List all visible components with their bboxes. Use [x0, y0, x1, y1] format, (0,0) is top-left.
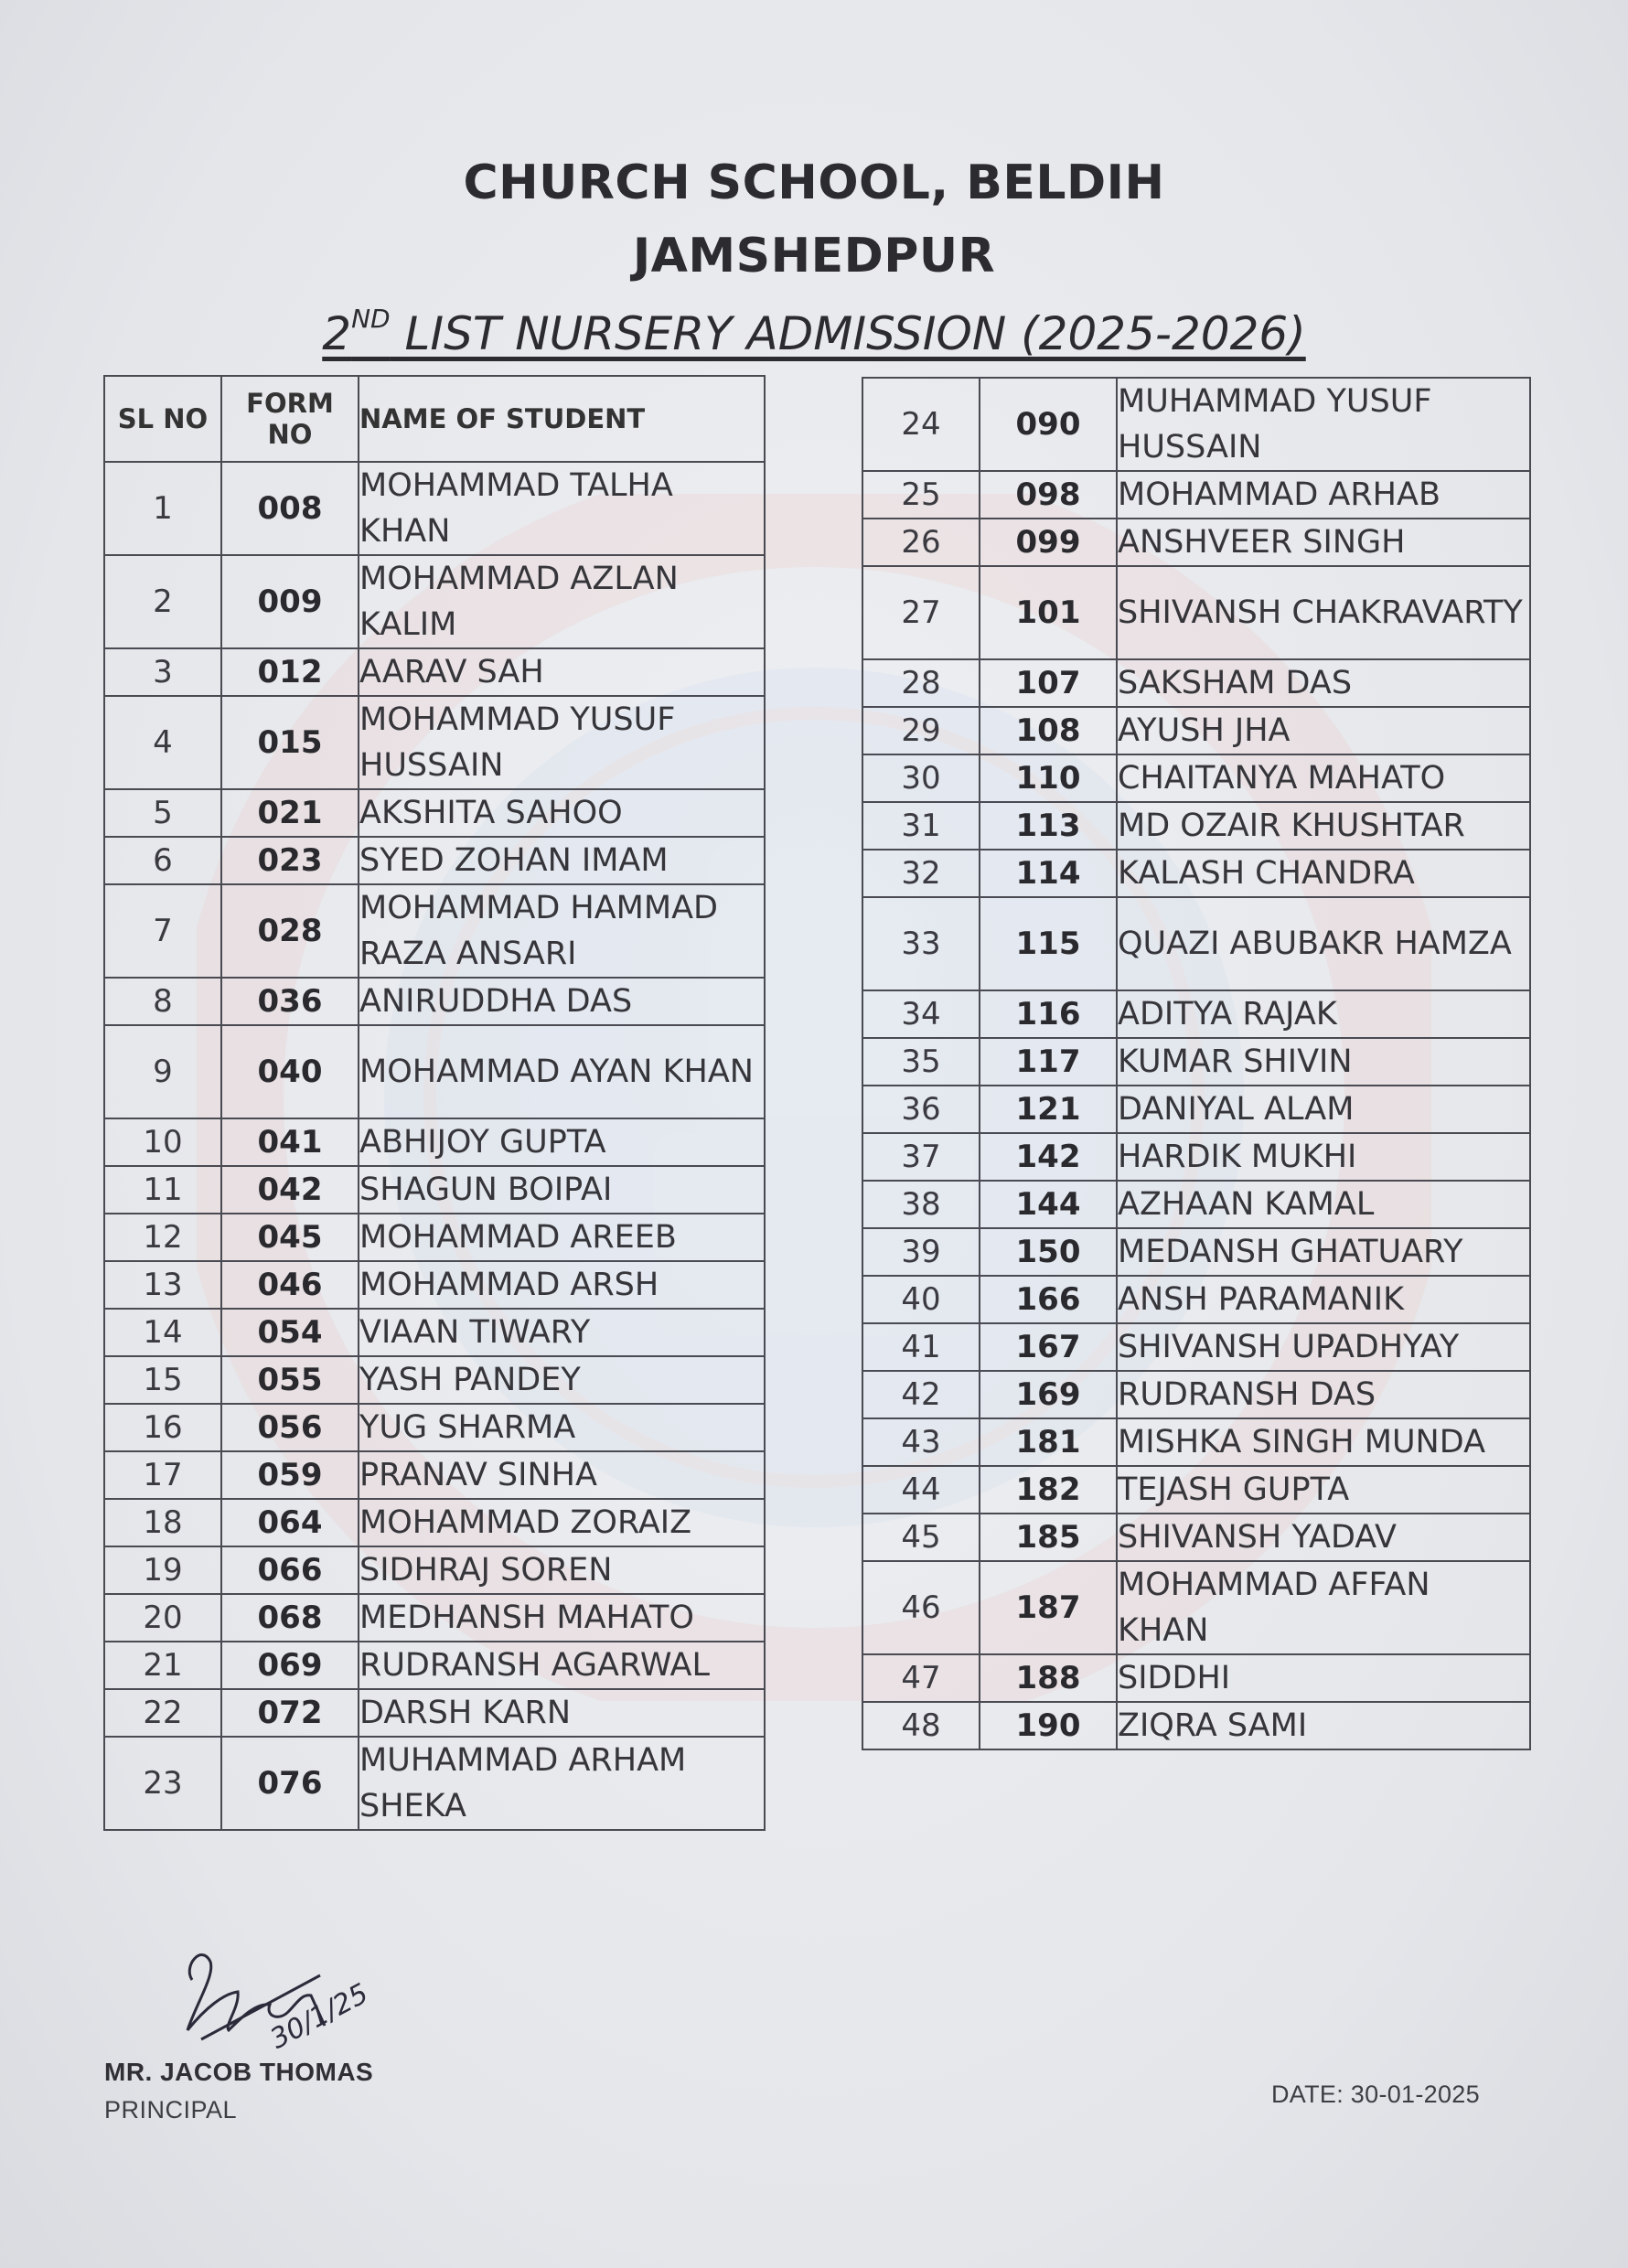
form-no-cell: 188 [980, 1654, 1117, 1702]
sl-no-cell: 4 [104, 696, 221, 789]
table-row [104, 1594, 765, 1642]
header-no-label: NO [267, 419, 313, 450]
sl-no-cell: 10 [104, 1118, 221, 1166]
student-name-cell: SHIVANSH UPADHYAY [1117, 1323, 1530, 1371]
form-no-cell: 028 [221, 884, 359, 978]
table-row [104, 1356, 765, 1404]
sl-no-cell: 21 [104, 1642, 221, 1689]
table-row [862, 1654, 1530, 1702]
table-row [104, 1025, 765, 1118]
sl-no-cell: 18 [104, 1499, 221, 1546]
table-row [862, 1228, 1530, 1276]
table-row [862, 754, 1530, 802]
form-no-cell: 040 [221, 1025, 359, 1118]
table-row [862, 1514, 1530, 1561]
form-no-cell: 185 [980, 1514, 1117, 1561]
form-no-cell: 021 [221, 789, 359, 837]
sl-no-cell: 12 [104, 1214, 221, 1261]
student-name-cell: MUHAMMAD ARHAM SHEKA [359, 1737, 765, 1830]
table-row [862, 707, 1530, 754]
student-name-cell: PRANAV SINHA [359, 1451, 765, 1499]
table-row [862, 378, 1530, 471]
form-no-cell: 114 [980, 850, 1117, 897]
sl-no-cell: 25 [862, 471, 980, 519]
form-no-cell: 054 [221, 1309, 359, 1356]
header-form-label: FORM [246, 388, 334, 419]
form-no-cell: 116 [980, 990, 1117, 1038]
header-student-name: NAME OF STUDENT [359, 376, 765, 462]
student-name-cell: DANIYAL ALAM [1117, 1086, 1530, 1133]
form-no-cell: 008 [221, 462, 359, 555]
form-no-cell: 055 [221, 1356, 359, 1404]
school-city: JAMSHEDPUR [632, 229, 996, 284]
table-row [862, 990, 1530, 1038]
sl-no-cell: 28 [862, 659, 980, 707]
sl-no-cell: 11 [104, 1166, 221, 1214]
sl-no-cell: 9 [104, 1025, 221, 1118]
form-no-cell: 041 [221, 1118, 359, 1166]
student-name-cell: ABHIJOY GUPTA [359, 1118, 765, 1166]
sl-no-cell: 40 [862, 1276, 980, 1323]
header-form-no [221, 376, 359, 462]
student-name-cell: MOHAMMAD ZORAIZ [359, 1499, 765, 1546]
student-name-cell: MOHAMMAD ARHAB [1117, 471, 1530, 519]
student-name-cell: VIAAN TIWARY [359, 1309, 765, 1356]
student-name-cell: KUMAR SHIVIN [1117, 1038, 1530, 1086]
table-row [862, 1133, 1530, 1181]
form-no-cell: 046 [221, 1261, 359, 1309]
student-name-cell: AYUSH JHA [1117, 707, 1530, 754]
table-row [862, 1561, 1530, 1654]
table-row [862, 1323, 1530, 1371]
table-header-row [104, 376, 765, 462]
student-name-cell: AARAV SAH [359, 648, 765, 696]
sl-no-cell: 16 [104, 1404, 221, 1451]
table-row [862, 519, 1530, 566]
sl-no-cell: 22 [104, 1689, 221, 1737]
sl-no-cell: 48 [862, 1702, 980, 1749]
sl-no-cell: 32 [862, 850, 980, 897]
sl-no-cell: 27 [862, 566, 980, 659]
student-name-cell: SAKSHAM DAS [1117, 659, 1530, 707]
student-name-cell: MISHKA SINGH MUNDA [1117, 1418, 1530, 1466]
form-no-cell: 099 [980, 519, 1117, 566]
student-name-cell: MOHAMMAD AFFAN KHAN [1117, 1561, 1530, 1654]
table-row [862, 471, 1530, 519]
sl-no-cell: 23 [104, 1737, 221, 1830]
sl-no-cell: 37 [862, 1133, 980, 1181]
admission-table-left [103, 375, 766, 1831]
document-header [0, 146, 1628, 360]
header-sl-no: SL NO [104, 376, 221, 462]
sl-no-cell: 2 [104, 555, 221, 648]
form-no-cell: 181 [980, 1418, 1117, 1466]
student-name-cell: ADITYA RAJAK [1117, 990, 1530, 1038]
student-name-cell: ZIQRA SAMI [1117, 1702, 1530, 1749]
admission-table-right [862, 377, 1531, 1750]
table-row [104, 1309, 765, 1356]
student-name-cell: MUHAMMAD YUSUF HUSSAIN [1117, 378, 1530, 471]
table-row [104, 837, 765, 884]
form-no-cell: 167 [980, 1323, 1117, 1371]
sl-no-cell: 38 [862, 1181, 980, 1228]
student-name-cell: ANIRUDDHA DAS [359, 978, 765, 1025]
sl-no-cell: 46 [862, 1561, 980, 1654]
table-row [104, 1642, 765, 1689]
document-date: DATE: 30-01-2025 [1271, 2081, 1480, 2108]
form-no-cell: 068 [221, 1594, 359, 1642]
sl-no-cell: 39 [862, 1228, 980, 1276]
sl-no-cell: 15 [104, 1356, 221, 1404]
student-name-cell: AZHAAN KAMAL [1117, 1181, 1530, 1228]
student-name-cell: DARSH KARN [359, 1689, 765, 1737]
form-no-cell: 107 [980, 659, 1117, 707]
sl-no-cell: 43 [862, 1418, 980, 1466]
student-name-cell: MOHAMMAD AYAN KHAN [359, 1025, 765, 1118]
form-no-cell: 182 [980, 1466, 1117, 1514]
principal-title: PRINCIPAL [104, 2096, 238, 2124]
table-row [104, 1499, 765, 1546]
sl-no-cell: 17 [104, 1451, 221, 1499]
student-name-cell: YUG SHARMA [359, 1404, 765, 1451]
table-row [104, 1166, 765, 1214]
sl-no-cell: 5 [104, 789, 221, 837]
table-row [104, 648, 765, 696]
form-no-cell: 066 [221, 1546, 359, 1594]
sl-no-cell: 33 [862, 897, 980, 990]
student-name-cell: QUAZI ABUBAKR HAMZA [1117, 897, 1530, 990]
student-name-cell: SHAGUN BOIPAI [359, 1166, 765, 1214]
form-no-cell: 117 [980, 1038, 1117, 1086]
sl-no-cell: 31 [862, 802, 980, 850]
list-title-ordinal: ND [351, 304, 391, 334]
table-row [104, 1261, 765, 1309]
form-no-cell: 090 [980, 378, 1117, 471]
table-row [862, 802, 1530, 850]
form-no-cell: 009 [221, 555, 359, 648]
list-title-number: 2 [322, 307, 352, 360]
sl-no-cell: 8 [104, 978, 221, 1025]
form-no-cell: 144 [980, 1181, 1117, 1228]
school-name: CHURCH SCHOOL, BELDIH [463, 155, 1165, 210]
table-row [862, 850, 1530, 897]
student-name-cell: SIDDHI [1117, 1654, 1530, 1702]
sl-no-cell: 1 [104, 462, 221, 555]
student-name-cell: MOHAMMAD AREEB [359, 1214, 765, 1261]
list-title [0, 304, 1628, 360]
sl-no-cell: 47 [862, 1654, 980, 1702]
sl-no-cell: 29 [862, 707, 980, 754]
list-title-text: LIST NURSERY ADMISSION (2025-2026) [390, 307, 1306, 360]
sl-no-cell: 19 [104, 1546, 221, 1594]
table-row [862, 659, 1530, 707]
table-row [104, 1737, 765, 1830]
sl-no-cell: 20 [104, 1594, 221, 1642]
table-row [104, 1546, 765, 1594]
sl-no-cell: 26 [862, 519, 980, 566]
student-name-cell: YASH PANDEY [359, 1356, 765, 1404]
table-row [104, 462, 765, 555]
sl-no-cell: 44 [862, 1466, 980, 1514]
student-name-cell: RUDRANSH AGARWAL [359, 1642, 765, 1689]
student-name-cell: MEDHANSH MAHATO [359, 1594, 765, 1642]
table-row [104, 1118, 765, 1166]
sl-no-cell: 3 [104, 648, 221, 696]
sl-no-cell: 42 [862, 1371, 980, 1418]
table-row [862, 566, 1530, 659]
table-row [862, 1466, 1530, 1514]
table-row [862, 1181, 1530, 1228]
table-row [104, 696, 765, 789]
form-no-cell: 142 [980, 1133, 1117, 1181]
student-name-cell: MOHAMMAD ARSH [359, 1261, 765, 1309]
student-name-cell: ANSHVEER SINGH [1117, 519, 1530, 566]
form-no-cell: 076 [221, 1737, 359, 1830]
form-no-cell: 101 [980, 566, 1117, 659]
sl-no-cell: 6 [104, 837, 221, 884]
form-no-cell: 012 [221, 648, 359, 696]
svg-text:30/1/25: 30/1/25 [264, 1977, 374, 2056]
table-row [862, 1086, 1530, 1133]
table-row [862, 897, 1530, 990]
student-name-cell: MOHAMMAD AZLAN KALIM [359, 555, 765, 648]
form-no-cell: 110 [980, 754, 1117, 802]
sl-no-cell: 14 [104, 1309, 221, 1356]
student-name-cell: KALASH CHANDRA [1117, 850, 1530, 897]
table-row [104, 1689, 765, 1737]
student-name-cell: MEDANSH GHATUARY [1117, 1228, 1530, 1276]
sl-no-cell: 13 [104, 1261, 221, 1309]
student-name-cell: CHAITANYA MAHATO [1117, 754, 1530, 802]
table-body-right [862, 378, 1530, 1749]
table-row [862, 1038, 1530, 1086]
student-name-cell: SHIVANSH YADAV [1117, 1514, 1530, 1561]
form-no-cell: 064 [221, 1499, 359, 1546]
student-name-cell: TEJASH GUPTA [1117, 1466, 1530, 1514]
table-body-left [104, 462, 765, 1830]
form-no-cell: 069 [221, 1642, 359, 1689]
student-name-cell: SHIVANSH CHAKRAVARTY [1117, 566, 1530, 659]
student-name-cell: MOHAMMAD TALHA KHAN [359, 462, 765, 555]
student-name-cell: MOHAMMAD HAMMAD RAZA ANSARI [359, 884, 765, 978]
form-no-cell: 169 [980, 1371, 1117, 1418]
table-row [862, 1418, 1530, 1466]
table-row [104, 789, 765, 837]
table-row [104, 1214, 765, 1261]
sl-no-cell: 36 [862, 1086, 980, 1133]
student-name-cell: MOHAMMAD YUSUF HUSSAIN [359, 696, 765, 789]
form-no-cell: 113 [980, 802, 1117, 850]
form-no-cell: 098 [980, 471, 1117, 519]
student-name-cell: MD OZAIR KHUSHTAR [1117, 802, 1530, 850]
form-no-cell: 150 [980, 1228, 1117, 1276]
form-no-cell: 059 [221, 1451, 359, 1499]
form-no-cell: 115 [980, 897, 1117, 990]
table-row [862, 1371, 1530, 1418]
table-row [104, 884, 765, 978]
sl-no-cell: 30 [862, 754, 980, 802]
table-row [104, 1404, 765, 1451]
form-no-cell: 121 [980, 1086, 1117, 1133]
form-no-cell: 108 [980, 707, 1117, 754]
student-name-cell: SYED ZOHAN IMAM [359, 837, 765, 884]
sl-no-cell: 35 [862, 1038, 980, 1086]
table-row [104, 1451, 765, 1499]
form-no-cell: 045 [221, 1214, 359, 1261]
sl-no-cell: 34 [862, 990, 980, 1038]
form-no-cell: 072 [221, 1689, 359, 1737]
table-row [862, 1276, 1530, 1323]
form-no-cell: 190 [980, 1702, 1117, 1749]
student-name-cell: HARDIK MUKHI [1117, 1133, 1530, 1181]
table-row [862, 1702, 1530, 1749]
sl-no-cell: 41 [862, 1323, 980, 1371]
form-no-cell: 056 [221, 1404, 359, 1451]
form-no-cell: 015 [221, 696, 359, 789]
student-name-cell: AKSHITA SAHOO [359, 789, 765, 837]
form-no-cell: 187 [980, 1561, 1117, 1654]
form-no-cell: 023 [221, 837, 359, 884]
principal-signature-icon [174, 1939, 384, 2058]
principal-name: MR. JACOB THOMAS [104, 2058, 374, 2086]
form-no-cell: 036 [221, 978, 359, 1025]
form-no-cell: 042 [221, 1166, 359, 1214]
student-name-cell: ANSH PARAMANIK [1117, 1276, 1530, 1323]
sl-no-cell: 7 [104, 884, 221, 978]
table-row [104, 555, 765, 648]
sl-no-cell: 24 [862, 378, 980, 471]
student-name-cell: SIDHRAJ SOREN [359, 1546, 765, 1594]
table-row [104, 978, 765, 1025]
student-name-cell: RUDRANSH DAS [1117, 1371, 1530, 1418]
sl-no-cell: 45 [862, 1514, 980, 1561]
form-no-cell: 166 [980, 1276, 1117, 1323]
